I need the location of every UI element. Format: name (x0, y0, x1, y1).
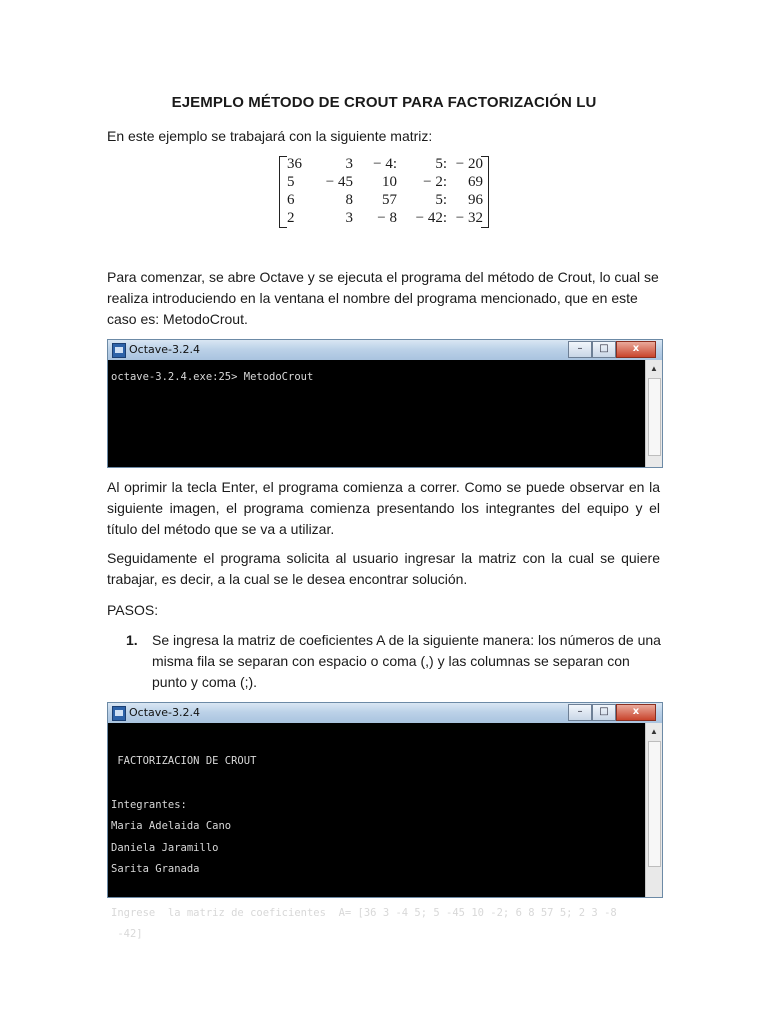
matrix-cell: − 45 (325, 174, 353, 190)
octave-window-2 (107, 702, 663, 941)
minimize-button[interactable]: – (568, 704, 592, 721)
console-line: Daniela Jaramillo (111, 841, 219, 854)
matrix-row (287, 156, 485, 174)
scroll-up-arrow-icon[interactable]: ▲ (650, 364, 658, 373)
console-output[interactable] (110, 724, 645, 941)
matrix-cell: 6 (287, 192, 295, 208)
close-button[interactable]: x (616, 341, 656, 358)
matrix (279, 154, 489, 228)
matrix-cell: − 8 (377, 210, 397, 226)
console-line (111, 778, 645, 789)
matrix-cell: 36 (287, 156, 302, 172)
maximize-button[interactable]: □ (592, 341, 616, 358)
intro-paragraph: En este ejemplo se trabajará con la siguiente matriz: (107, 128, 433, 144)
matrix-cell: 2 (287, 210, 295, 226)
console-line: Maria Adelaida Cano (111, 820, 232, 833)
window-controls (568, 341, 656, 357)
vertical-scrollbar[interactable] (645, 723, 662, 897)
start-paragraph: Para comenzar, se abre Octave y se ejecuta el programa del método de Crout, lo cual se realiza introduciendo en la ventana el nombre del programa mencionado, que en este caso es: MetodoCrout. (107, 269, 659, 327)
next-paragraph: Seguidamente el programa solicita al usuario ingresar la matriz con la cual se quiere trabajar, es decir, a la cual se le desea encontrar solución. (107, 550, 660, 587)
minimize-button[interactable]: – (568, 341, 592, 358)
matrix-row (287, 174, 485, 192)
matrix-cell: − 42: (415, 210, 447, 226)
matrix-cell: − 4: (373, 156, 397, 172)
octave-app-icon (112, 706, 126, 721)
console-line: Ingrese la matriz de coeficientes A= [36 3 -4 5; 5 -45 10 -2; 6 8 57 5; 2 3 -8 (111, 906, 617, 919)
window-controls (568, 704, 656, 720)
window-title: Octave-3.2.4 (129, 706, 200, 719)
scroll-up-arrow-icon[interactable]: ▲ (650, 727, 658, 736)
vertical-scrollbar[interactable] (645, 360, 662, 467)
console-line (111, 735, 645, 746)
matrix-cell: 5 (287, 174, 295, 190)
matrix-left-bracket (279, 156, 287, 228)
octave-app-icon (112, 343, 126, 358)
window-title: Octave-3.2.4 (129, 343, 200, 356)
page-title: EJEMPLO MÉTODO DE CROUT PARA FACTORIZACIÓN LU (171, 94, 597, 111)
matrix-cell: 3 (345, 210, 353, 226)
matrix-cell: 96 (468, 192, 483, 208)
step-number: 1. (126, 632, 138, 648)
console-line: Integrantes: (111, 798, 187, 811)
console-line: octave-3.2.4.exe:25> MetodoCrout (111, 370, 314, 383)
matrix-cell: 69 (468, 174, 483, 190)
matrix-cell: 57 (382, 192, 397, 208)
close-button[interactable]: x (616, 704, 656, 721)
matrix-cell: 3 (345, 156, 353, 172)
matrix-row (287, 192, 485, 210)
maximize-button[interactable]: □ (592, 704, 616, 721)
window-titlebar[interactable] (108, 340, 662, 360)
matrix-cell: − 20 (455, 156, 483, 172)
enter-paragraph: Al oprimir la tecla Enter, el programa comienza a correr. Como se puede observar en la siguiente imagen, el programa comienza presentando los integrantes del equipo y el título del método que se va a utilizar. (107, 479, 660, 537)
console-line: Sarita Granada (111, 863, 200, 876)
scroll-thumb[interactable] (648, 378, 661, 456)
matrix-cell: − 2: (423, 174, 447, 190)
step-text: Se ingresa la matriz de coeficientes A de la siguiente manera: los números de una misma fila se separan con espacio o coma (,) y las columnas se separan con punto y coma (;). (152, 632, 661, 690)
console-line (111, 886, 645, 897)
matrix-cell: 10 (382, 174, 397, 190)
pasos-label: PASOS: (107, 602, 159, 618)
matrix-cell: 8 (345, 192, 353, 208)
octave-window-1 (107, 339, 663, 468)
console-line: FACTORIZACION DE CROUT (111, 755, 257, 768)
matrix-cell: − 32 (455, 210, 483, 226)
console-line: -42] (111, 928, 143, 941)
console-output[interactable] (110, 361, 645, 467)
scroll-thumb[interactable] (648, 741, 661, 867)
matrix-row (287, 210, 485, 228)
matrix-cell: 5: (435, 156, 447, 172)
window-titlebar[interactable] (108, 703, 662, 723)
matrix-cell: 5: (435, 192, 447, 208)
